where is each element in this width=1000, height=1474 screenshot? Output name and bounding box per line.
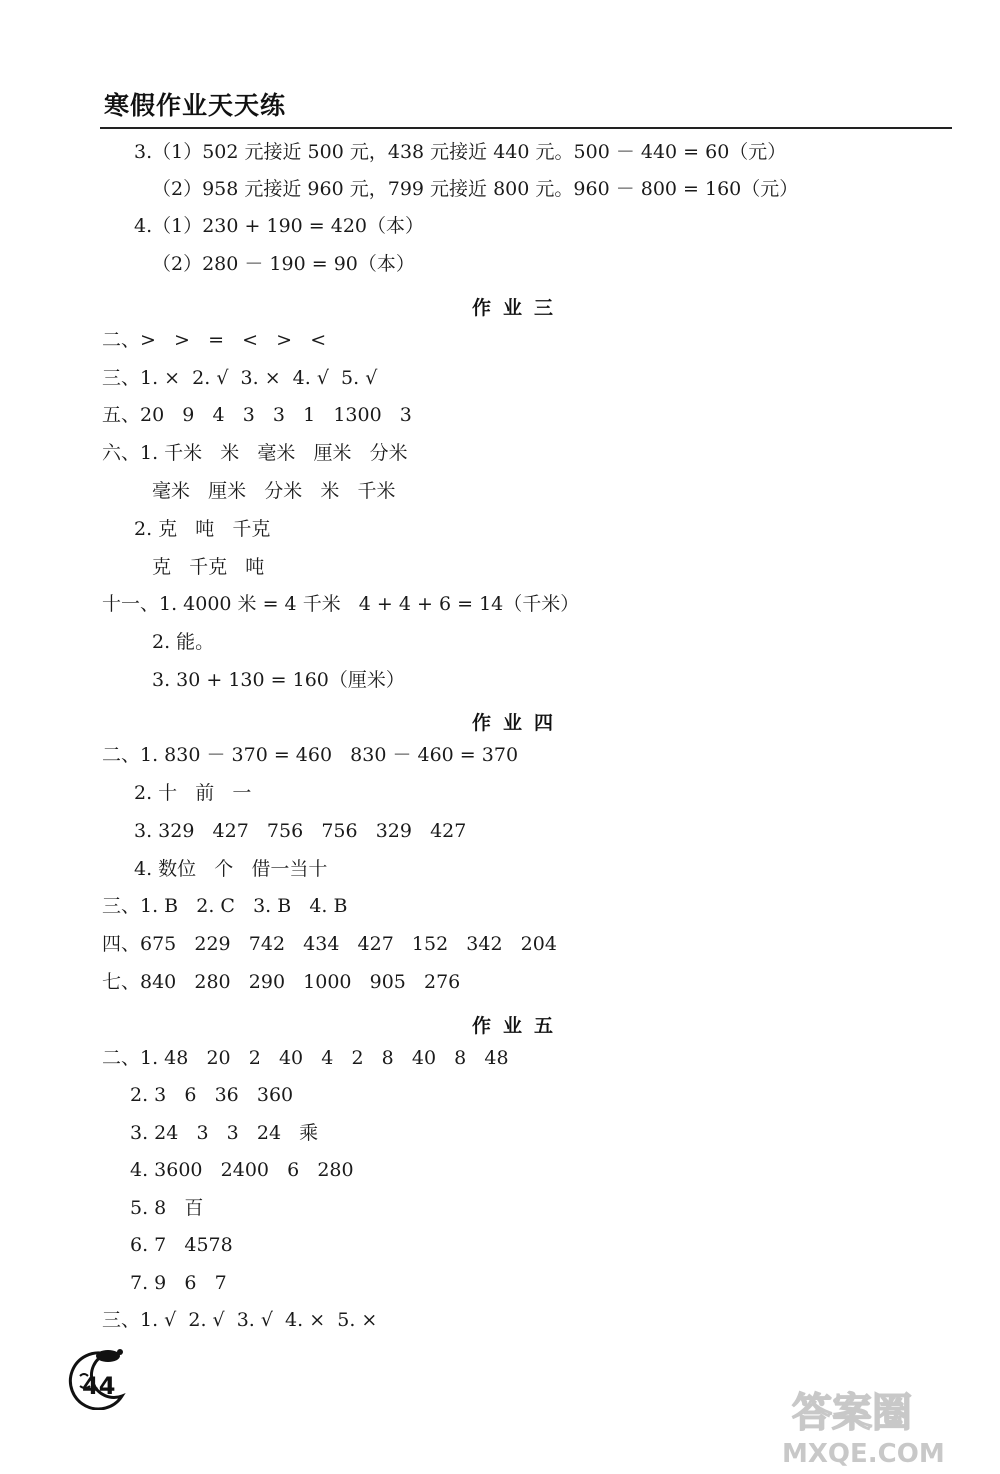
watermark-url-text: MXQE.COM	[782, 1439, 945, 1468]
answer-line: 2. 3 6 36 360	[130, 1084, 294, 1106]
answer-line: 七、840 280 290 1000 905 276	[102, 971, 461, 993]
answer-line: 4. 数位 个 借一当十	[134, 858, 328, 880]
answer-line: 3. 24 3 3 24 乘	[130, 1122, 319, 1144]
answer-line: 二、1. 48 20 2 40 4 2 8 40 8 48	[102, 1047, 509, 1069]
section-heading-homework-3: 作业三	[472, 297, 566, 319]
answer-line: 6. 7 4578	[130, 1234, 233, 1256]
answer-line: 4. 3600 2400 6 280	[130, 1159, 354, 1181]
answer-line: 毫米 厘米 分米 米 千米	[152, 480, 396, 502]
answer-line: 四、675 229 742 434 427 152 342 204	[102, 933, 557, 955]
answer-line: 3.（1）502 元接近 500 元，438 元接近 440 元。500 － 440 = 60（元）	[134, 141, 787, 163]
answer-line: （2）280 － 190 = 90（本）	[152, 253, 415, 275]
watermark-logo-icon	[778, 1378, 978, 1468]
answer-line: 3. 30 + 130 = 160（厘米）	[152, 669, 405, 691]
answer-line: 2. 十 前 一	[134, 782, 252, 804]
answer-line: 二、1. 830 － 370 = 460 830 － 460 = 370	[102, 744, 519, 766]
answer-line: 克 千克 吨	[152, 556, 265, 578]
answer-line: 2. 能。	[152, 631, 215, 653]
answer-line: 十一、1. 4000 米 = 4 千米 4 + 4 + 6 = 14（千米）	[102, 593, 580, 615]
answer-line: 7. 9 6 7	[130, 1272, 227, 1294]
section-heading-homework-4: 作业四	[472, 712, 566, 734]
answer-line: 5. 8 百	[130, 1197, 204, 1219]
answer-line: 二、> > = < > <	[102, 329, 327, 351]
watermark-logo-text: 答案圈	[792, 1390, 912, 1436]
answer-line: （2）958 元接近 960 元，799 元接近 800 元。960 － 800 = 160（元）	[152, 178, 799, 200]
answer-line: 三、1. × 2. √ 3. × 4. √ 5. √	[102, 367, 378, 389]
answer-line: 六、1. 千米 米 毫米 厘米 分米	[102, 442, 408, 464]
answer-line: 2. 克 吨 千克	[134, 518, 271, 540]
page-header-title: 寒假作业天天练	[104, 91, 287, 120]
header-divider	[100, 127, 952, 129]
answer-line: 4.（1）230 + 190 = 420（本）	[134, 215, 425, 237]
answer-line: 三、1. B 2. C 3. B 4. B	[102, 895, 348, 917]
answer-line: 五、20 9 4 3 3 1 1300 3	[102, 404, 412, 426]
section-heading-homework-5: 作业五	[472, 1015, 566, 1037]
answer-line: 3. 329 427 756 756 329 427	[134, 820, 467, 842]
page-number: 44	[82, 1372, 116, 1400]
answer-line: 三、1. √ 2. √ 3. √ 4. × 5. ×	[102, 1309, 378, 1331]
